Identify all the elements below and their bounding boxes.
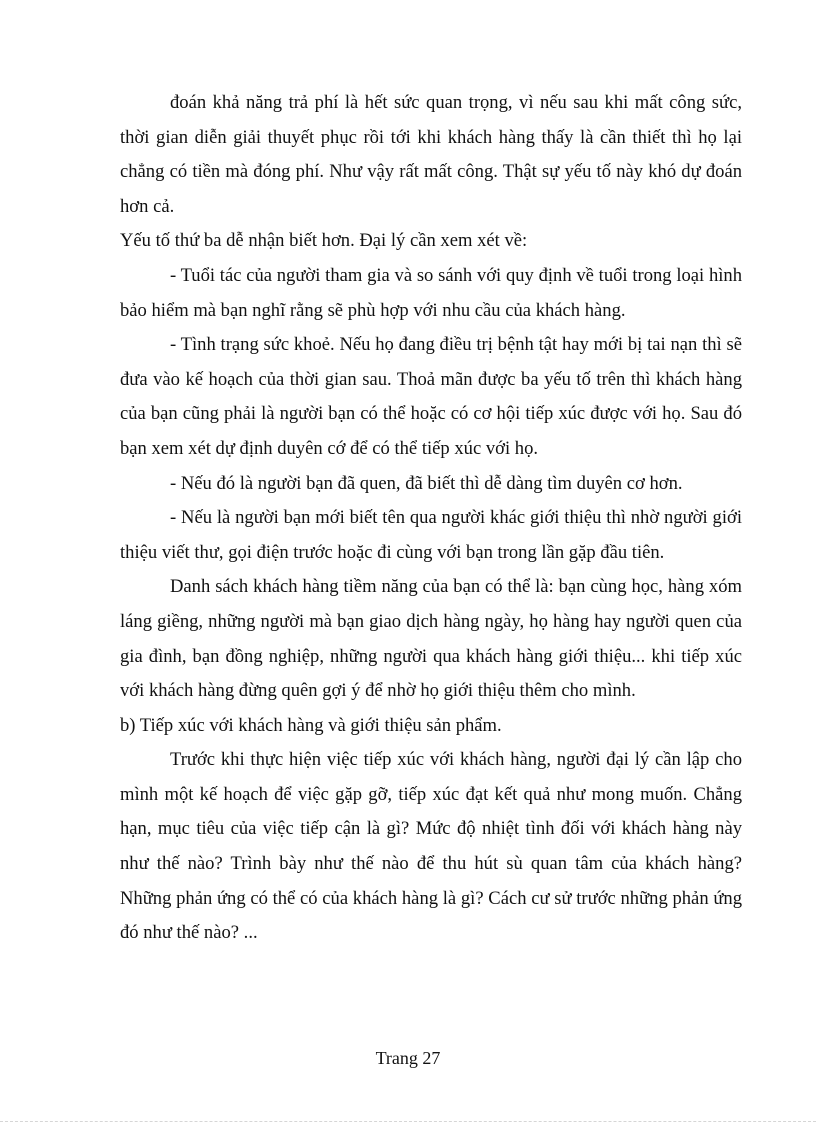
section-heading-b: b) Tiếp xúc với khách hàng và giới thiệu sản phẩm. bbox=[120, 714, 502, 736]
paragraph-contact-plan: Trước khi thực hiện việc tiếp xúc với khách hàng, người đại lý cần lập cho mình một kế hoạch để việc gặp gỡ, tiếp xúc đạt kết quả như mong muốn. Chẳng hạn, mục tiêu của việc tiếp cận là gì? Mức độ nhiệt tình đối với khách hàng này như thế nào? Trình bày như thế nào để thu hút sù quan tâm của khách hàng? Những phản ứng có thể có của khách hàng là gì? Cách cư sử trước những phản ứng đó như thế nào? ... bbox=[120, 749, 742, 944]
page-bottom-edge bbox=[0, 1121, 816, 1122]
paragraph-premium-ability: đoán khả năng trả phí là hết sức quan trọng, vì nếu sau khi mất công sức, thời gian diễn giải thuyết phục rồi tới khi khách hàng thấy là cần thiết thì họ lại chẳng có tiền mà đóng phí. Như vậy rất mất công. Thật sự yếu tố này khó dự đoán hơn cả. bbox=[120, 92, 742, 217]
paragraph-known-person: - Nếu đó là người bạn đã quen, đã biết thì dễ dàng tìm duyên cơ hơn. bbox=[170, 472, 683, 494]
paragraph-age: - Tuổi tác của người tham gia và so sánh với quy định về tuổi trong loại hình bảo hiểm mà bạn nghĩ rằng sẽ phù hợp với nhu cầu của khách hàng. bbox=[120, 264, 742, 321]
body-text bbox=[120, 86, 742, 951]
paragraph-third-factor: Yếu tố thứ ba dễ nhận biết hơn. Đại lý cần xem xét về: bbox=[120, 230, 528, 252]
paragraph-new-acquaintance: - Nếu là người bạn mới biết tên qua người khác giới thiệu thì nhờ người giới thiệu viết thư, gọi điện trước hoặc đi cùng với bạn trong lần gặp đầu tiên. bbox=[120, 507, 742, 563]
paragraph-health: - Tình trạng sức khoẻ. Nếu họ đang điều trị bệnh tật hay mới bị tai nạn thì sẽ đưa vào kế hoạch của thời gian sau. Thoả mãn được ba yếu tố trên thì khách hàng của bạn cũng phải là người bạn có thể hoặc có cơ hội tiếp xúc được với họ. Sau đó bạn xem xét dự định duyên cớ để có thể tiếp xúc với họ. bbox=[120, 334, 742, 459]
page-number: Trang 27 bbox=[375, 1048, 441, 1068]
paragraph-prospect-list: Danh sách khách hàng tiềm năng của bạn có thể là: bạn cùng học, hàng xóm láng giềng, những người mà bạn giao dịch hàng ngày, họ hàng hay người quen của gia đình, bạn đồng nghiệp, những người qua khách hàng giới thiệu... khi tiếp xúc với khách hàng đừng quên gợi ý để nhờ họ giới thiệu thêm cho mình. bbox=[120, 576, 742, 702]
